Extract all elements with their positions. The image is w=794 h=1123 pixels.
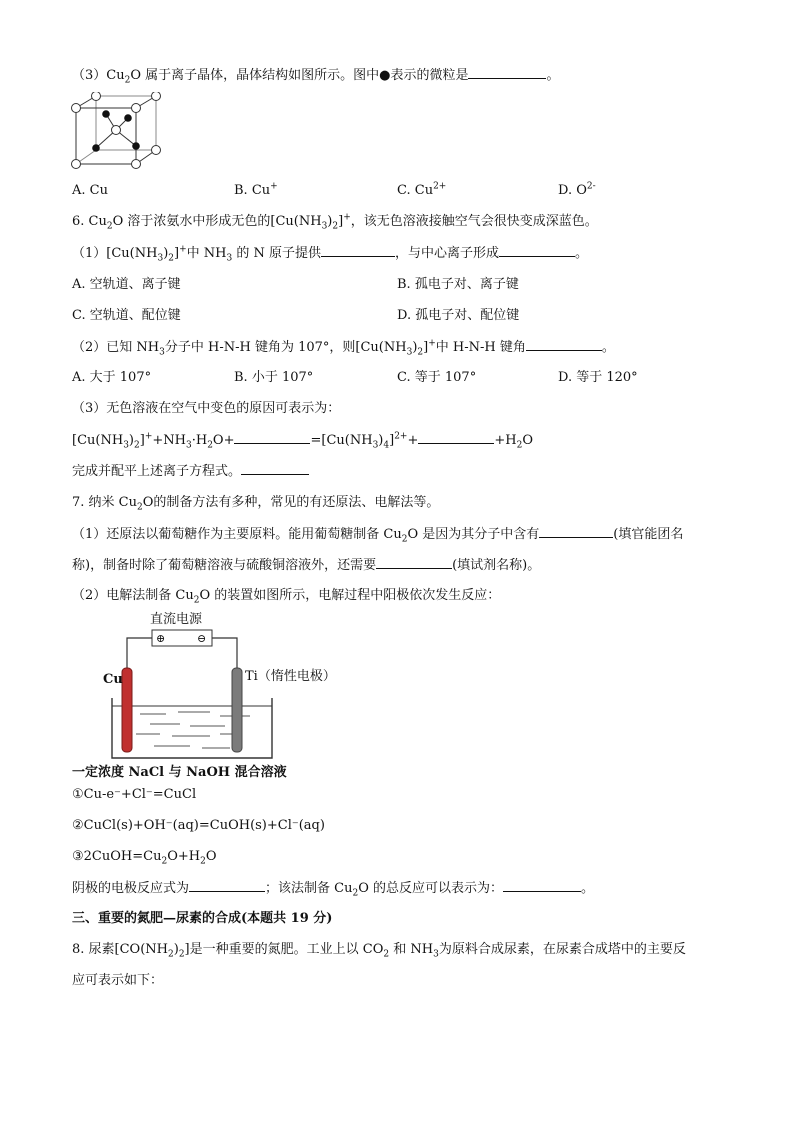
ti-label: Ti（惰性电极） — [245, 669, 336, 684]
answer-blank[interactable] — [418, 431, 494, 444]
q6-part2: （2）已知 $NH_3$分子中 H-N-H 键角为 107°，则$[Cu(NH_3)_2]^+$中 H-N-H 键角 。 — [72, 338, 615, 358]
cu-label: Cu — [103, 672, 123, 687]
crystal-structure-figure — [70, 92, 165, 170]
beaker — [112, 698, 272, 758]
q6-p1-option-c[interactable]: C. 空轨道、配位键 — [72, 308, 181, 323]
solution-caption: 一定浓度 NaCl 与 NaOH 混合溶液 — [72, 765, 287, 780]
answer-blank[interactable] — [526, 338, 602, 351]
q6-p1-option-a[interactable]: A. 空轨道、离子键 — [72, 277, 181, 292]
answer-blank[interactable] — [503, 879, 581, 892]
q7-part2: （2）电解法制备 $Cu_2O$ 的装置如图所示，电解过程中阳极依次发生反应： — [72, 588, 501, 606]
q5-option-c[interactable]: C. $Cu^{2+}$ — [397, 181, 447, 198]
answer-blank[interactable] — [468, 66, 546, 79]
answer-blank[interactable] — [376, 556, 452, 569]
ti-electrode — [232, 668, 242, 752]
q8-stem-line1: 8. 尿素$[CO(NH_2)_2]$是一种重要的氮肥。工业上以 $CO_2$ 和 $NH_3$为原料合成尿素，在尿素合成塔中的主要反 — [72, 942, 686, 960]
section-title: 三、重要的氮肥—尿素的合成(本题共 19 分) — [72, 911, 333, 926]
positive-terminal-icon: ⊕ — [156, 632, 166, 645]
q6-p1-option-b[interactable]: B. 孤电子对、离子键 — [397, 277, 519, 292]
answer-blank[interactable] — [539, 525, 613, 538]
q6-p2-option-d[interactable]: D. 等于 120° — [558, 370, 638, 385]
cu-electrode — [122, 668, 132, 752]
q5-option-a[interactable]: A. Cu — [72, 183, 108, 198]
q7-reaction-1: ①Cu-e⁻+Cl⁻=CuCl — [72, 787, 197, 802]
q6-p2-option-b[interactable]: B. 小于 107° — [234, 370, 314, 385]
negative-terminal-icon: ⊖ — [197, 632, 207, 645]
q6-part3-title: （3）无色溶液在空气中变色的原因可表示为： — [72, 401, 341, 416]
q6-p2-option-c[interactable]: C. 等于 107° — [397, 370, 477, 385]
q8-stem-line2: 应可表示如下： — [72, 973, 164, 988]
q7-part2-ask: 阴极的电极反应式为 ；该法制备 $Cu_2O$ 的总反应可以表示为： 。 — [72, 881, 595, 899]
q7-part1-line2: 称)，制备时除了葡萄糖溶液与硫酸铜溶液外，还需要 (填试剂名称)。 — [72, 558, 541, 573]
q7-reaction-2: ②CuCl(s)+OH⁻(aq)=CuOH(s)+Cl⁻(aq) — [72, 818, 325, 833]
answer-blank[interactable] — [241, 462, 309, 475]
answer-blank[interactable] — [499, 244, 575, 257]
q6-stem: 6. $Cu_2O$ 溶于浓氨水中形成无色的$[Cu(NH_3)_2]^+$，该无色溶液接触空气会很快变成深蓝色。 — [72, 212, 598, 232]
q6-p2-option-a[interactable]: A. 大于 107° — [72, 370, 152, 385]
q6-part1: $(1)[Cu(NH_3)_2]^+$中 $NH_3$ 的 N 原子提供 ，与中心离子形成 。 — [72, 244, 589, 264]
q7-stem: 7. 纳米 $Cu_2O$的制备方法有多种，常见的有还原法、电解法等。 — [72, 495, 440, 513]
q5-option-b[interactable]: B. Cu+ — [234, 181, 278, 198]
answer-blank[interactable] — [189, 879, 265, 892]
q6-part3-ask: 完成并配平上述离子方程式。 — [72, 462, 309, 481]
electrolysis-apparatus-figure — [70, 608, 350, 784]
answer-blank[interactable] — [234, 431, 310, 444]
q7-reaction-3: $③2CuOH=Cu_2O+H_2O$ — [72, 849, 217, 867]
q5-part3-question: $(3)Cu_2O$ 属于离子晶体，晶体结构如图所示。图中●表示的微粒是 。 — [72, 68, 560, 86]
q7-part1-line1: （1）还原法以葡萄糖作为主要原料。能用葡萄糖制备 $Cu_2O$ 是因为其分子中含有 (填官能团名 — [72, 527, 684, 545]
power-source-label: 直流电源 — [150, 612, 203, 627]
q6-p1-option-d[interactable]: D. 孤电子对、配位键 — [397, 308, 520, 323]
answer-blank[interactable] — [321, 244, 395, 257]
q5-option-d[interactable]: D. $O^{2-}$ — [558, 181, 596, 198]
q6-equation: $[Cu(NH_3)_2]^++NH_3\cdot H_2O+ =[Cu(NH_3)_4]^{2+}+ +H_2O$ — [72, 431, 534, 451]
